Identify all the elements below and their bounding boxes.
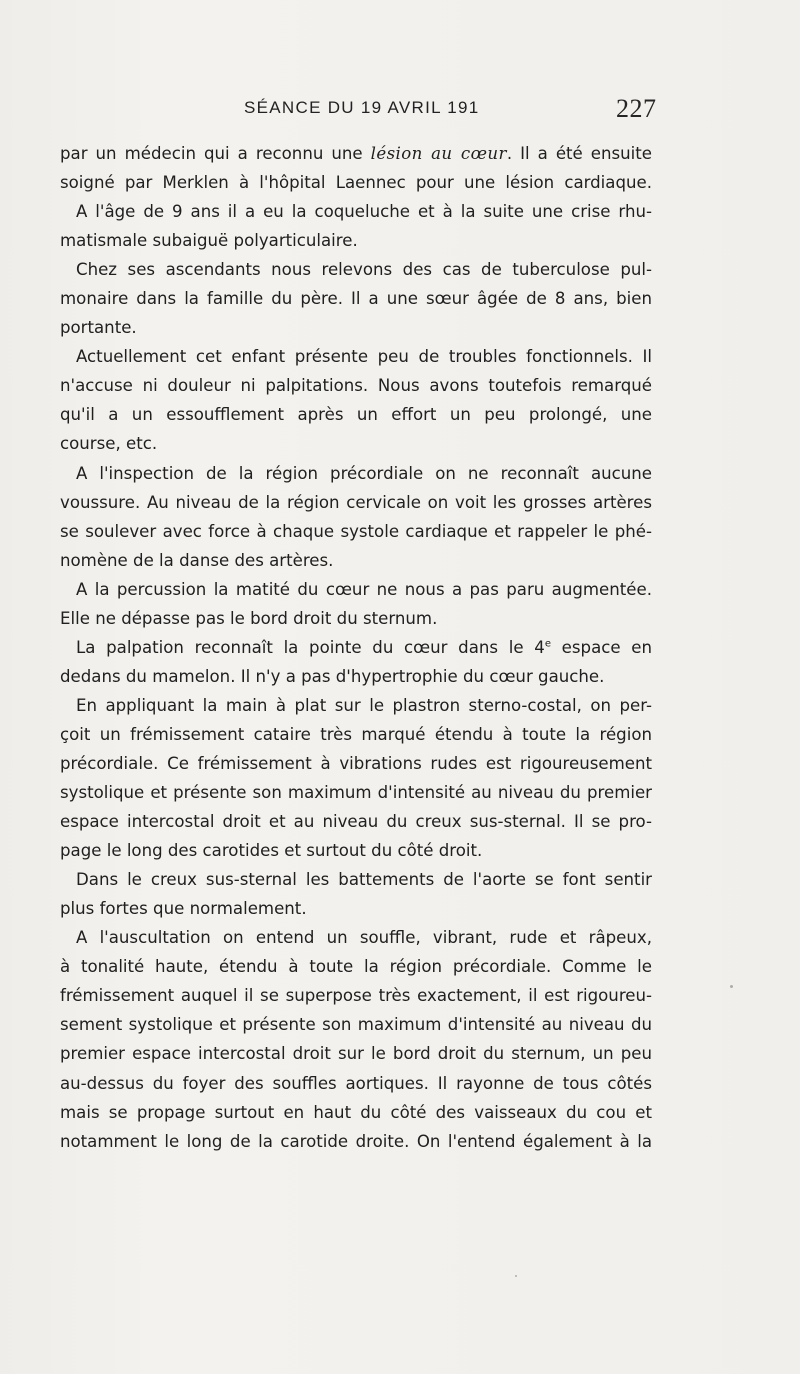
text-fragment: La palpation reconnaît la pointe du cœur dans le 4 xyxy=(76,637,545,657)
text-line: premier espace intercostal droit sur le bord droit du sternum, un peu xyxy=(60,1044,652,1064)
paper-speck xyxy=(730,985,733,988)
paragraph-start-line: Actuellement cet enfant présente peu de troubles fonctionnels. Il xyxy=(76,347,652,367)
text-fragment: par un médecin qui a reconnu une xyxy=(60,144,371,163)
paragraph-start-line: Dans le creux sus-sternal les battements de l'aorte se font sentir xyxy=(76,870,652,890)
text-line: espace intercostal droit et au niveau du creux sus-sternal. Il se pro- xyxy=(60,812,652,832)
article-body xyxy=(60,139,652,1156)
text-line xyxy=(60,139,652,168)
text-line: notamment le long de la carotide droite. On l'entend également à la xyxy=(60,1131,652,1151)
paragraph-end-line: course, etc. xyxy=(60,434,158,454)
ordinal-superscript: e xyxy=(544,638,551,650)
paragraph-end-line: nomène de la danse des artères. xyxy=(60,550,334,570)
paragraph-end-line: matismale subaiguë polyarticulaire. xyxy=(60,231,358,251)
page-header xyxy=(0,94,800,128)
paragraph-start-line: A la percussion la matité du cœur ne nous a pas paru augmentée. xyxy=(76,579,652,599)
text-line: n'accuse ni douleur ni palpitations. Nous avons toutefois remarqué xyxy=(60,376,652,396)
text-line: sement systolique et présente son maximum d'intensité au niveau du xyxy=(60,1015,652,1035)
paragraph-start-line: A l'auscultation on entend un souffle, vibrant, rude et râpeux, xyxy=(76,928,652,948)
italic-phrase: lésion au cœur xyxy=(370,144,507,163)
paragraph-start-line: A l'inspection de la région précordiale on ne reconnaît aucune xyxy=(76,463,652,483)
paragraph-end-line: page le long des carotides et surtout du côté droit. xyxy=(60,841,483,861)
text-line: çoit un frémissement cataire très marqué étendu à toute la région xyxy=(60,724,652,744)
text-line: au-dessus du foyer des souffles aortiques. Il rayonne de tous côtés xyxy=(60,1073,652,1093)
text-line: mais se propage surtout en haut du côté des vaisseaux du cou et xyxy=(60,1102,652,1122)
paragraph-end-line: dedans du mamelon. Il n'y a pas d'hypertrophie du cœur gauche. xyxy=(60,666,605,686)
paragraph-start-line xyxy=(60,633,652,662)
paper-speck xyxy=(515,1275,517,1277)
paragraph-end-line: plus fortes que normalement. xyxy=(60,899,307,919)
paragraph-end-line: Elle ne dépasse pas le bord droit du sternum. xyxy=(60,608,438,628)
paragraph-start-line: A l'âge de 9 ans il a eu la coqueluche et à la suite une crise rhu- xyxy=(76,202,652,222)
text-fragment: espace en xyxy=(550,637,652,657)
text-line: voussure. Au niveau de la région cervicale on voit les grosses artères xyxy=(60,492,652,512)
text-line: se soulever avec force à chaque systole cardiaque et rappeler le phé- xyxy=(60,521,652,541)
text-line: précordiale. Ce frémissement à vibrations rudes est rigoureusement xyxy=(60,753,652,773)
text-line: à tonalité haute, étendu à toute la région précordiale. Comme le xyxy=(60,957,652,977)
running-title: SÉANCE DU 19 AVRIL 191 xyxy=(244,98,480,117)
paragraph-start-line: En appliquant la main à plat sur le plastron sterno-costal, on per- xyxy=(76,695,652,715)
text-fragment: . Il a été ensuite xyxy=(506,144,652,163)
text-line: qu'il a un essoufflement après un effort un peu prolongé, une xyxy=(60,405,652,425)
text-line: monaire dans la famille du père. Il a une sœur âgée de 8 ans, bien xyxy=(60,289,652,309)
text-line: frémissement auquel il se superpose très exactement, il est rigoureu- xyxy=(60,986,652,1006)
paragraph-end-line: portante. xyxy=(60,318,137,338)
text-line: systolique et présente son maximum d'intensité au niveau du premier xyxy=(60,783,652,803)
text-line: soigné par Merklen à l'hôpital Laennec pour une lésion cardiaque. xyxy=(60,173,652,193)
paragraph-start-line: Chez ses ascendants nous relevons des cas de tuberculose pul- xyxy=(76,260,652,280)
page-number: 227 xyxy=(616,94,657,123)
